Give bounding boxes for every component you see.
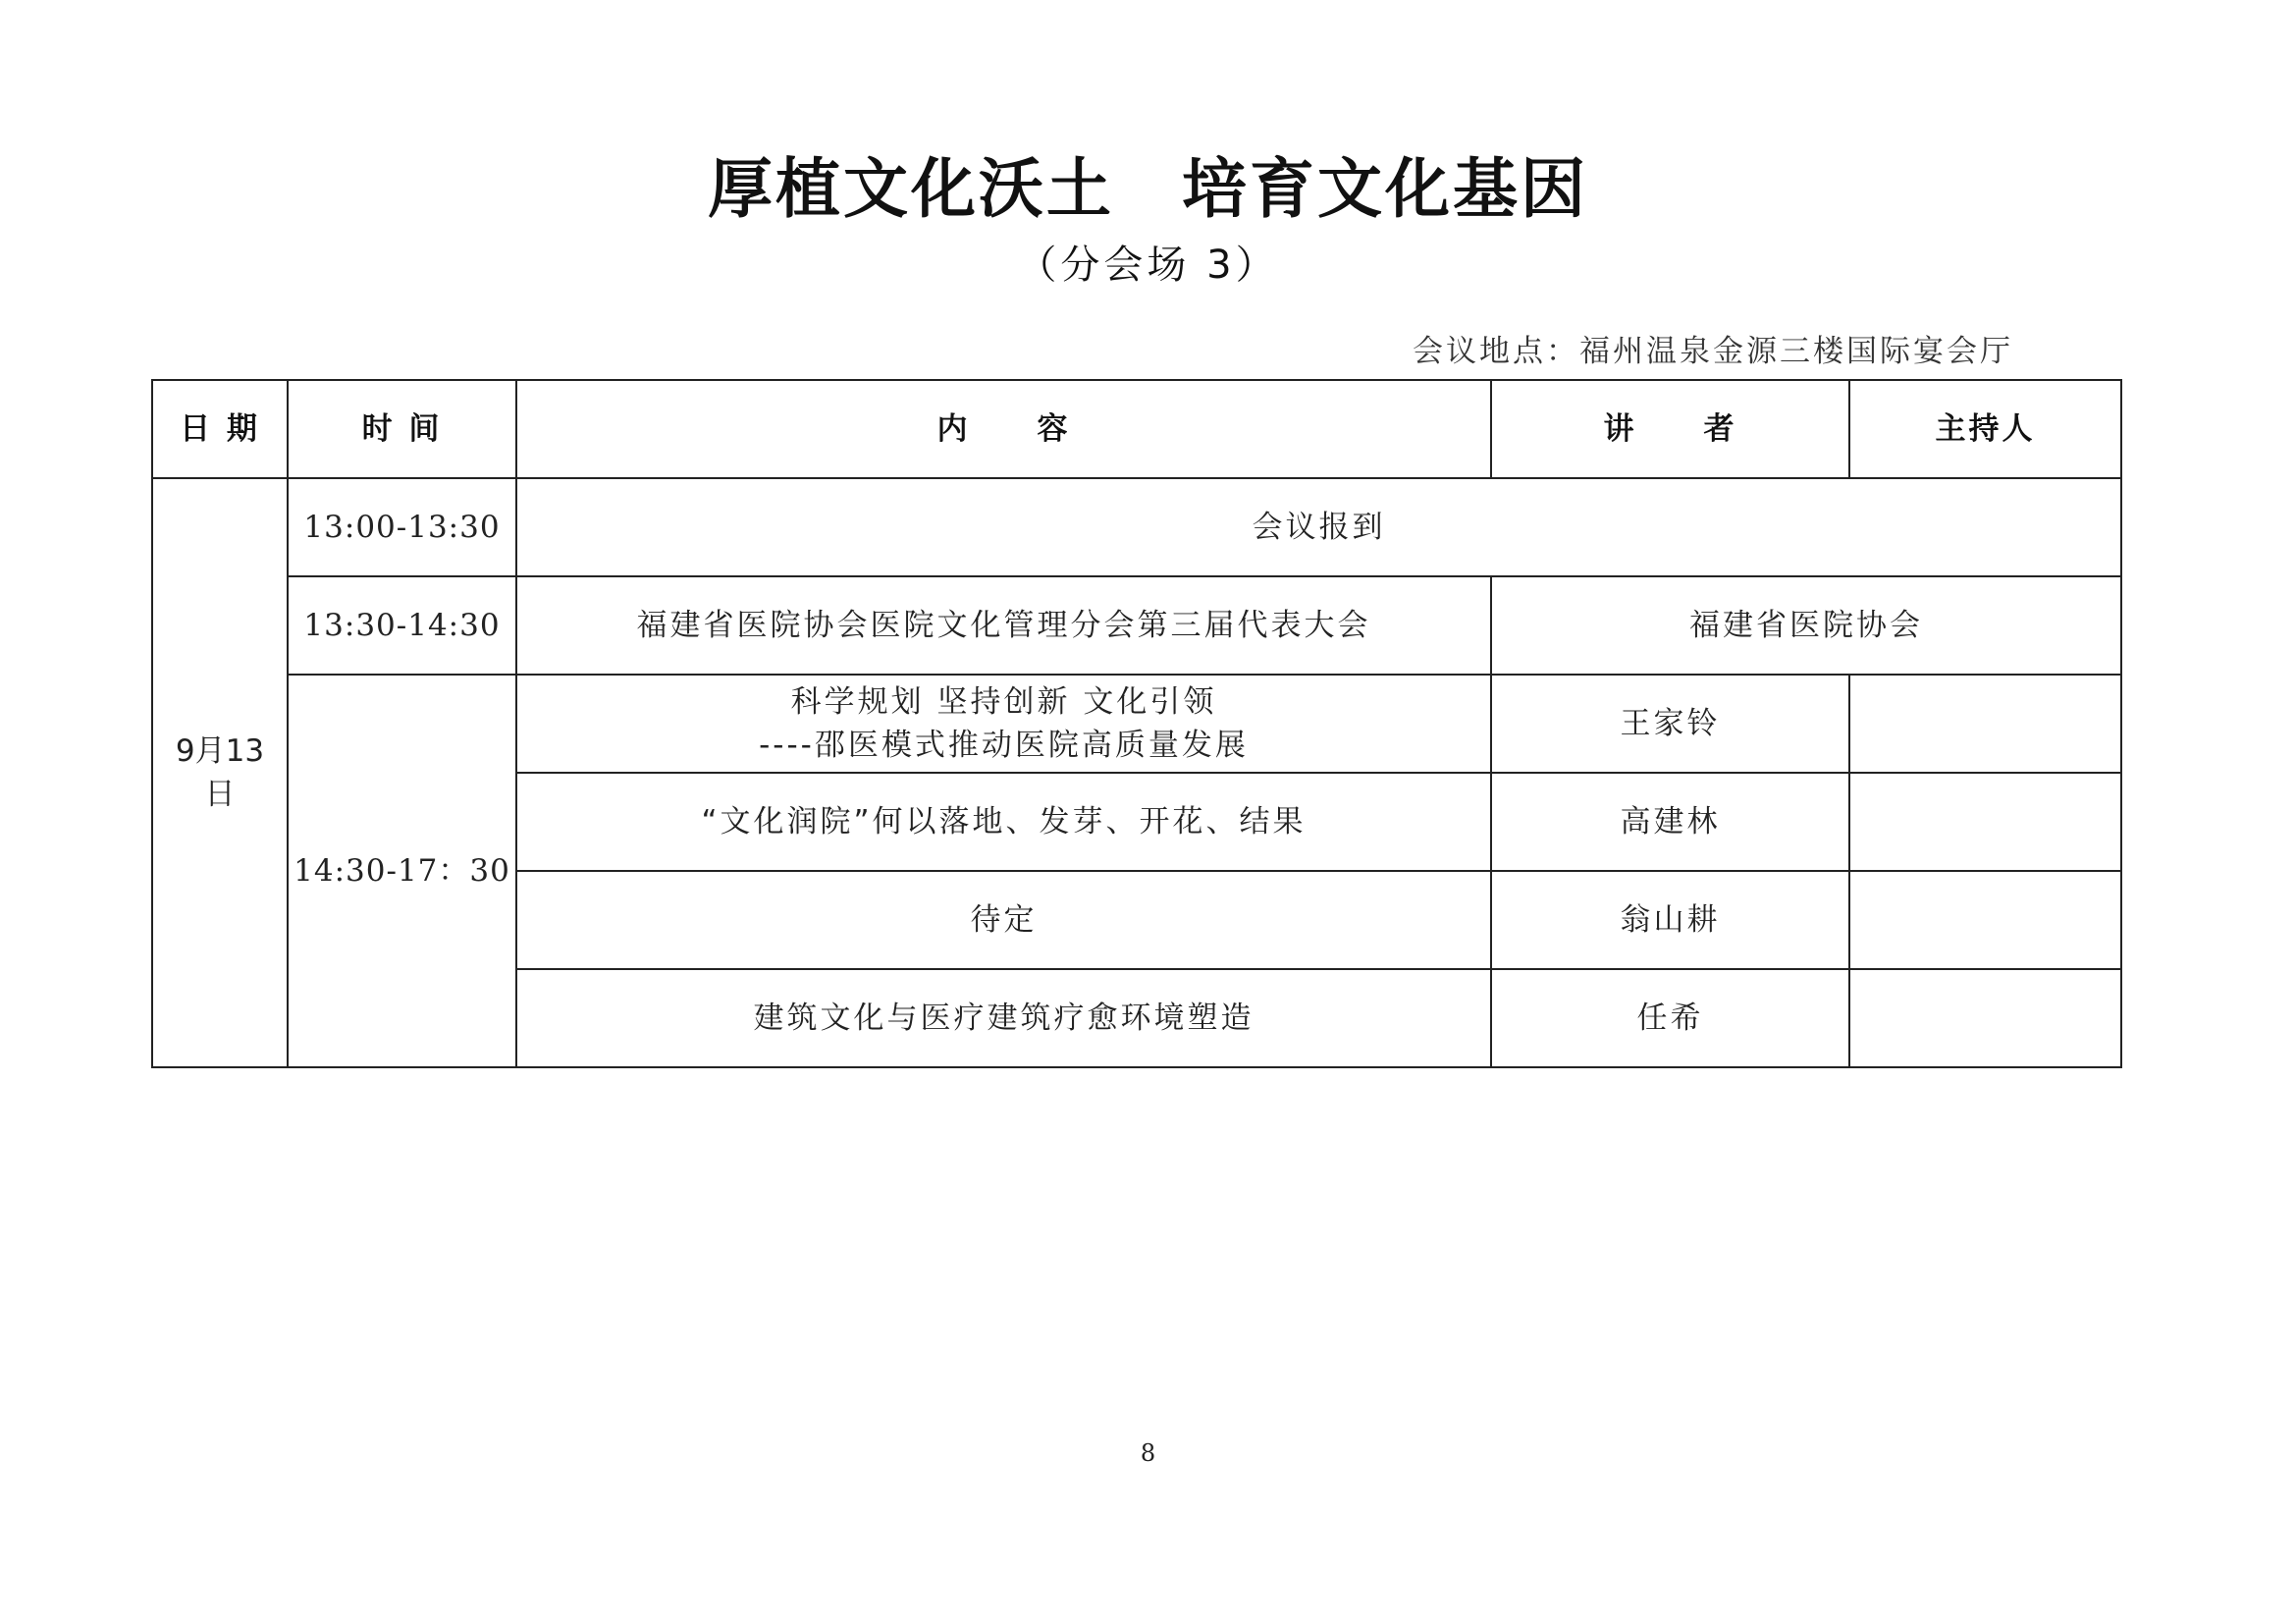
table-row (152, 675, 2121, 773)
content-cell: 会议报到 (516, 478, 2121, 576)
host-cell (1849, 675, 2121, 773)
header-content: 内 容 (516, 380, 1491, 478)
speaker-cell: 福建省医院协会 (1491, 576, 2121, 675)
header-speaker: 讲 者 (1491, 380, 1849, 478)
content-cell (516, 675, 1491, 773)
header-host: 主持人 (1849, 380, 2121, 478)
time-cell: 13:00-13:30 (288, 478, 516, 576)
header-date: 日 期 (152, 380, 288, 478)
content-line-2: ----邵医模式推动医院高质量发展 (759, 728, 1249, 763)
speaker-cell: 任希 (1491, 969, 1849, 1067)
host-cell (1849, 871, 2121, 969)
date-line-2: 日 (204, 777, 236, 812)
venue-info: 会议地点：福州温泉金源三楼国际宴会厅 (1413, 334, 2013, 369)
page-number: 8 (1140, 1439, 1156, 1467)
speaker-cell: 王家铃 (1491, 675, 1849, 773)
host-cell (1849, 969, 2121, 1067)
time-cell: 13:30-14:30 (288, 576, 516, 675)
table-row (152, 576, 2121, 675)
header-time: 时 间 (288, 380, 516, 478)
schedule-table (151, 379, 2122, 1068)
content-cell: 建筑文化与医疗建筑疗愈环境塑造 (516, 969, 1491, 1067)
host-cell (1849, 773, 2121, 871)
page-subtitle: （分会场 3） (1017, 243, 1279, 288)
table-row (152, 478, 2121, 576)
content-cell: 福建省医院协会医院文化管理分会第三届代表大会 (516, 576, 1491, 675)
time-cell: 14:30-17：30 (288, 675, 516, 1067)
content-cell: 待定 (516, 871, 1491, 969)
table-header-row (152, 380, 2121, 478)
page-title: 厚植文化沃土 培育文化基因 (708, 151, 1588, 227)
speaker-cell: 翁山耕 (1491, 871, 1849, 969)
date-cell (152, 478, 288, 1067)
content-line-1: 科学规划 坚持创新 文化引领 (790, 684, 1217, 720)
content-cell: “文化润院”何以落地、发芽、开花、结果 (516, 773, 1491, 871)
date-line-1: 9月13 (175, 733, 265, 769)
speaker-cell: 高建林 (1491, 773, 1849, 871)
